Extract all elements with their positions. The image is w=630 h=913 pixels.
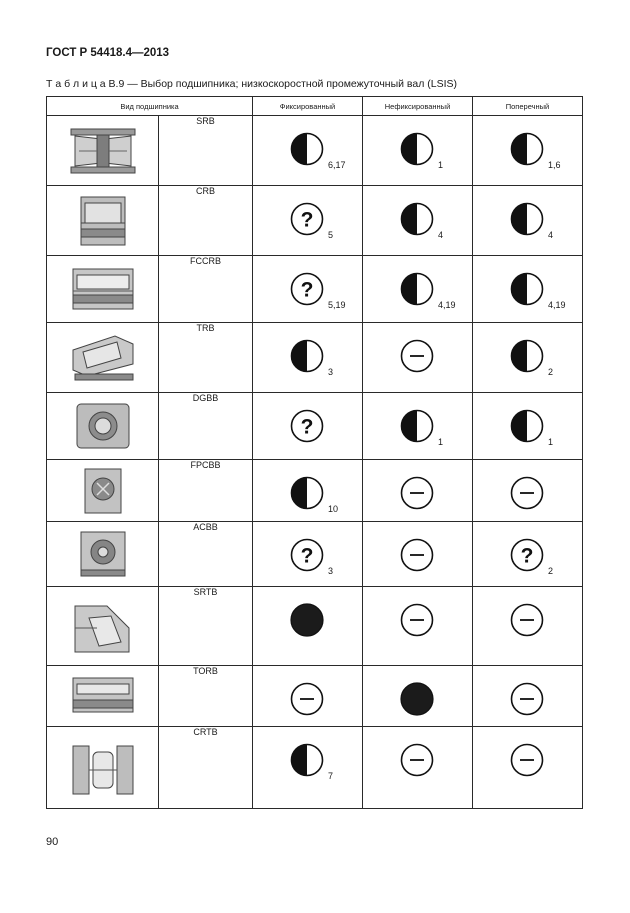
- minus-circle-icon: [290, 682, 324, 716]
- minus-circle-icon: [400, 476, 434, 510]
- column-header-fixed: Фиксированный: [253, 97, 363, 116]
- rating-cell-fixed: [253, 393, 363, 460]
- bearing-type-label: FCCRB: [159, 256, 253, 323]
- rating-cell-transverse: [473, 323, 583, 393]
- spherical-roller-thrust-bearing-icon: [67, 598, 139, 654]
- table-caption: Т а б л и ц а В.9 — Выбор подшипника; низкоскоростной промежуточный вал (LSIS): [46, 78, 458, 90]
- half-filled-circle-icon: [400, 409, 434, 443]
- minus-circle-icon: [510, 682, 544, 716]
- rating-cell-fixed: [253, 116, 363, 186]
- bearing-selection-table: [46, 96, 583, 809]
- footnote-reference: 2: [548, 367, 554, 377]
- svg-text:?: ?: [300, 278, 314, 302]
- footnote-reference: 1: [438, 160, 444, 170]
- rating-cell-fixed: [253, 587, 363, 666]
- footnote-reference: 6,17: [328, 160, 346, 170]
- bearing-type-label: DGBB: [159, 393, 253, 460]
- rating-cell-transverse: [473, 727, 583, 809]
- rating-cell-transverse: [473, 460, 583, 522]
- rating-cell-non-fixed: [363, 460, 473, 522]
- deep-groove-ball-bearing-icon: [67, 398, 139, 454]
- half-filled-circle-icon: [290, 339, 324, 373]
- half-filled-circle-icon: [510, 132, 544, 166]
- table-row: [47, 727, 583, 809]
- footnote-reference: 3: [328, 367, 334, 377]
- cylindrical-roller-thrust-bearing-icon: [67, 740, 139, 796]
- question-circle-icon: [290, 202, 324, 236]
- table-row: [47, 522, 583, 587]
- footnote-reference: 1: [438, 437, 444, 447]
- half-filled-circle-icon: [400, 132, 434, 166]
- filled-circle-icon: [400, 682, 434, 716]
- half-filled-circle-icon: [400, 272, 434, 306]
- four-point-contact-ball-bearing-icon: [67, 463, 139, 519]
- table-row: [47, 460, 583, 522]
- bearing-type-label: CRTB: [159, 727, 253, 809]
- full-complement-cylindrical-roller-bearing-icon: [67, 261, 139, 317]
- footnote-reference: 1,6: [548, 160, 561, 170]
- bearing-image-cell: [47, 666, 159, 727]
- half-filled-circle-icon: [510, 272, 544, 306]
- tapered-roller-bearing-icon: [67, 330, 139, 386]
- rating-cell-transverse: [473, 666, 583, 727]
- rating-cell-fixed: [253, 666, 363, 727]
- rating-cell-fixed: [253, 727, 363, 809]
- bearing-image-cell: [47, 587, 159, 666]
- rating-cell-transverse: [473, 522, 583, 587]
- rating-cell-fixed: [253, 460, 363, 522]
- rating-cell-transverse: [473, 256, 583, 323]
- rating-cell-fixed: [253, 522, 363, 587]
- question-circle-icon: [510, 538, 544, 572]
- rating-cell-fixed: [253, 256, 363, 323]
- rating-cell-transverse: [473, 186, 583, 256]
- question-circle-icon: [290, 272, 324, 306]
- rating-cell-non-fixed: [363, 727, 473, 809]
- svg-text:?: ?: [300, 208, 314, 232]
- minus-circle-icon: [400, 538, 434, 572]
- half-filled-circle-icon: [290, 476, 324, 510]
- table-header-row: [47, 97, 583, 116]
- table-body: [47, 116, 583, 809]
- filled-circle-icon: [290, 603, 324, 637]
- toroidal-roller-bearing-icon: [67, 668, 139, 724]
- bearing-image-cell: [47, 727, 159, 809]
- minus-circle-icon: [400, 743, 434, 777]
- footnote-reference: 4: [438, 230, 444, 240]
- bearing-type-label: SRTB: [159, 587, 253, 666]
- bearing-type-label: TORB: [159, 666, 253, 727]
- footnote-reference: 5,19: [328, 300, 346, 310]
- question-circle-icon: [290, 538, 324, 572]
- rating-cell-non-fixed: [363, 393, 473, 460]
- rating-cell-non-fixed: [363, 116, 473, 186]
- rating-cell-transverse: [473, 116, 583, 186]
- half-filled-circle-icon: [400, 202, 434, 236]
- rating-cell-non-fixed: [363, 323, 473, 393]
- rating-cell-transverse: [473, 587, 583, 666]
- minus-circle-icon: [510, 603, 544, 637]
- cylindrical-roller-bearing-icon: [67, 193, 139, 249]
- svg-text:?: ?: [300, 544, 314, 568]
- footnote-reference: 10: [328, 504, 339, 514]
- page-number: 90: [46, 836, 59, 848]
- svg-text:?: ?: [300, 415, 314, 439]
- footnote-reference: 3: [328, 566, 334, 576]
- footnote-reference: 5: [328, 230, 334, 240]
- rating-cell-transverse: [473, 393, 583, 460]
- footnote-reference: 7: [328, 771, 334, 781]
- half-filled-circle-icon: [510, 409, 544, 443]
- half-filled-circle-icon: [510, 339, 544, 373]
- table-row: [47, 323, 583, 393]
- bearing-type-label: TRB: [159, 323, 253, 393]
- footnote-reference: 4,19: [438, 300, 456, 310]
- rating-cell-non-fixed: [363, 522, 473, 587]
- footnote-reference: 1: [548, 437, 554, 447]
- bearing-image-cell: [47, 393, 159, 460]
- table-row: [47, 256, 583, 323]
- svg-text:?: ?: [520, 544, 534, 568]
- bearing-image-cell: [47, 256, 159, 323]
- question-circle-icon: [290, 409, 324, 443]
- footnote-reference: 4,19: [548, 300, 566, 310]
- bearing-type-label: CRB: [159, 186, 253, 256]
- rating-cell-non-fixed: [363, 587, 473, 666]
- bearing-image-cell: [47, 323, 159, 393]
- rating-cell-non-fixed: [363, 256, 473, 323]
- bearing-image-cell: [47, 522, 159, 587]
- column-header-transverse: Поперечный: [473, 97, 583, 116]
- rating-cell-fixed: [253, 323, 363, 393]
- footnote-reference: 4: [548, 230, 554, 240]
- minus-circle-icon: [400, 603, 434, 637]
- rating-cell-non-fixed: [363, 666, 473, 727]
- bearing-image-cell: [47, 460, 159, 522]
- half-filled-circle-icon: [290, 132, 324, 166]
- bearing-type-label: SRB: [159, 116, 253, 186]
- half-filled-circle-icon: [510, 202, 544, 236]
- minus-circle-icon: [510, 476, 544, 510]
- rating-cell-non-fixed: [363, 186, 473, 256]
- minus-circle-icon: [510, 743, 544, 777]
- bearing-image-cell: [47, 186, 159, 256]
- table-row: [47, 116, 583, 186]
- table-row: [47, 393, 583, 460]
- document-code: ГОСТ Р 54418.4—2013: [46, 47, 170, 59]
- angular-contact-ball-bearing-icon: [67, 526, 139, 582]
- column-header-non-fixed: Нефиксированный: [363, 97, 473, 116]
- spherical-roller-bearing-icon: [67, 123, 139, 179]
- half-filled-circle-icon: [290, 743, 324, 777]
- minus-circle-icon: [400, 339, 434, 373]
- bearing-image-cell: [47, 116, 159, 186]
- rating-cell-fixed: [253, 186, 363, 256]
- footnote-reference: 2: [548, 566, 554, 576]
- bearing-type-label: FPCBB: [159, 460, 253, 522]
- table-row: [47, 587, 583, 666]
- bearing-type-label: ACBB: [159, 522, 253, 587]
- column-header-bearing-type: Вид подшипника: [47, 97, 253, 116]
- table-row: [47, 186, 583, 256]
- table-row: [47, 666, 583, 727]
